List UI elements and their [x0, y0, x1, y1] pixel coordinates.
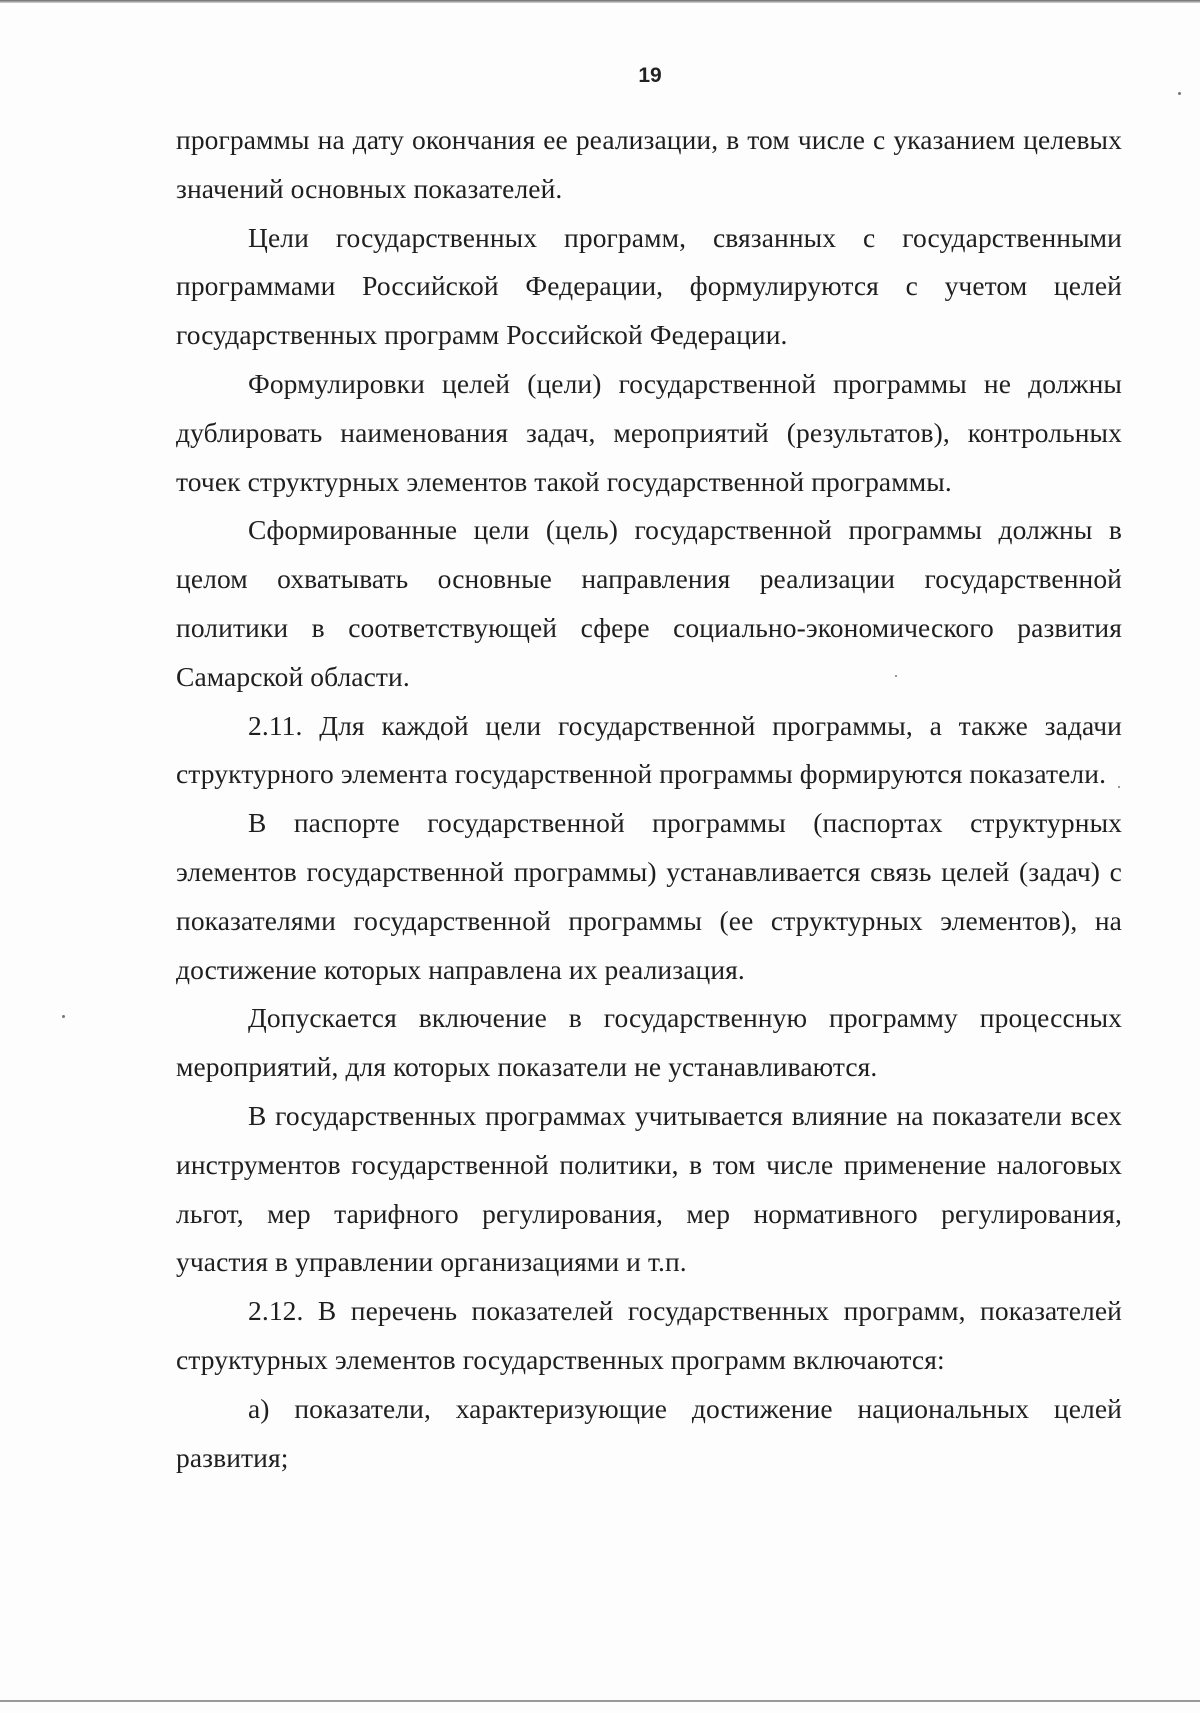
paragraph-goal-wording: Формулировки целей (цели) государственной программы не должны дублировать наименования задач, мероприятий (результатов), контрольных точек структурных элементов такой государственной программы.	[176, 367, 1122, 497]
scan-edge-bottom	[0, 1700, 1200, 1702]
paragraph-continuation: программы на дату окончания ее реализации, в том числе с указанием целевых значений основных показателей.	[176, 124, 1122, 204]
paragraph-2-11: 2.11. Для каждой цели государственной программы, а также задачи структурного элемента государственной программы формируются показатели.	[176, 709, 1122, 790]
paragraph-2-12: 2.12. В перечень показателей государственных программ, показателей структурных элементов государственных программ включаются:	[176, 1295, 1122, 1375]
scan-speck	[895, 675, 897, 677]
paragraph-passport-linkage: В паспорте государственной программы (паспортах структурных элементов государственной программы) устанавливается связь целей (задач) с показателями государственной программы (ее структурных элементов), на достижение которых направлена их реализация.	[176, 807, 1122, 985]
page-number: 19	[638, 64, 662, 87]
scan-edge-top	[0, 0, 1200, 3]
scan-speck	[1178, 92, 1181, 95]
paragraph-policy-instruments: В государственных программах учитывается влияние на показатели всех инструментов государственной политики, в том числе применение налоговых льгот, мер тарифного регулирования, мер нормативного регулирования, участия в управлении организациями и т.п.	[176, 1099, 1122, 1278]
paragraph-item-a: а) показатели, характеризующие достижение национальных целей развития;	[176, 1392, 1122, 1473]
scan-speck	[62, 1015, 65, 1018]
document-body	[176, 116, 1122, 1482]
scan-speck	[1118, 786, 1120, 788]
paragraph-goals-linkage: Цели государственных программ, связанных с государственными программами Российской Федерации, формулируются с учетом целей государственных программ Российской Федерации.	[176, 221, 1122, 351]
paragraph-goal-coverage: Сформированные цели (цель) государственной программы должны в целом охватывать основные направления реализации государственной политики в соответствующей сфере социально-экономического развития Самарской области.	[176, 514, 1122, 692]
paragraph-process-measures: Допускается включение в государственную программу процессных мероприятий, для которых показатели не устанавливаются.	[176, 1002, 1122, 1083]
